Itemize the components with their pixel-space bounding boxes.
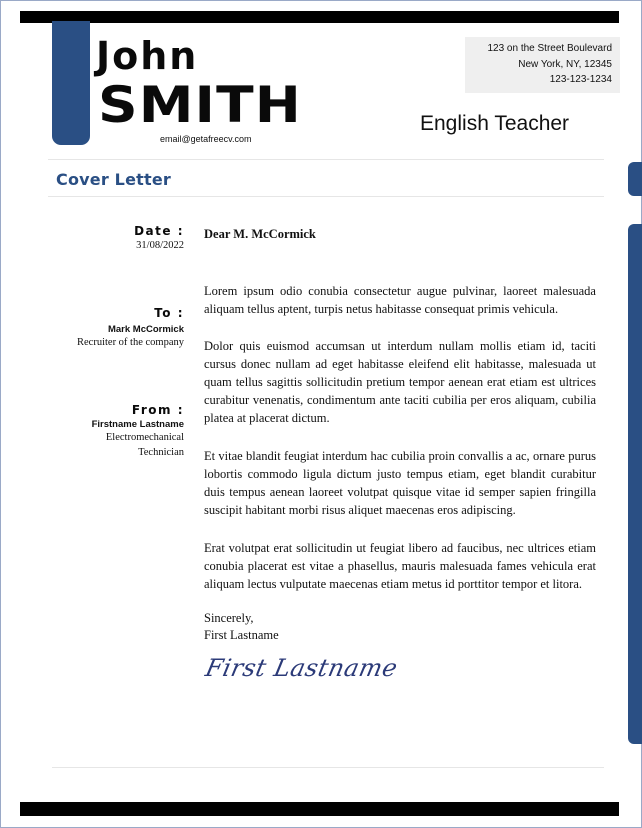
closing-name: First Lastname	[204, 628, 279, 642]
from-label: From :	[131, 403, 184, 417]
to-role: Recruiter of the company	[77, 337, 184, 348]
paragraph-1: Lorem ipsum odio conubia consectetur augue pulvinar, laoreet malesuada aliquam tellus aptent, turpis netus habitasse consequat primis vehicula.	[204, 284, 596, 316]
first-name: John	[96, 34, 199, 78]
divider	[48, 159, 604, 160]
phone: 123-123-1234	[549, 74, 612, 85]
last-name: SMITH	[98, 76, 302, 134]
paragraph-3: Et vitae blandit feugiat interdum hac cubilia proin convallis a ac, ornare purus lobortis commodo ligula dictum justo tempus etiam, eget blandit curabitur duis tempus aenean laoreet volutpat quisque vitae id semper sapien fringilla suscipit habitant morbi risus aliquet maecenas eros adipiscing.	[204, 449, 596, 517]
from-role-line1: Electromechanical	[105, 432, 184, 443]
side-accent-small	[628, 162, 642, 196]
salutation: Dear M. McCormick	[204, 227, 316, 241]
contact-box	[465, 37, 620, 93]
from-name: Firstname Lastname	[91, 419, 184, 430]
job-title: English Teacher	[420, 112, 570, 135]
address-line2: New York, NY, 12345	[518, 58, 612, 70]
closing-block	[204, 610, 279, 644]
bottom-bar	[20, 802, 619, 816]
letter-paragraph	[204, 539, 596, 593]
letter-paragraph	[204, 337, 596, 427]
date-value: 31/08/2022	[136, 240, 184, 251]
header-accent-tab	[52, 21, 90, 145]
paragraph-4: Erat volutpat erat sollicitudin ut feugiat libero ad faucibus, nec ultrices etiam conubia placerat est vitae a phasellus, mauris malesuada fames vehicula erat aliquam lectus vulputate maecenas etiam metus id porttitor tempor et litora.	[204, 541, 596, 591]
side-accent-large	[628, 224, 642, 744]
divider	[52, 767, 604, 768]
address-line1: 123 on the Street Boulevard	[487, 43, 612, 54]
from-role-line2: Technician	[138, 447, 184, 458]
date-block	[40, 224, 184, 252]
top-bar	[20, 11, 619, 23]
to-name: Mark McCormick	[107, 324, 184, 335]
to-label: To :	[154, 306, 184, 320]
date-label: Date :	[134, 224, 184, 238]
section-title: Cover Letter	[56, 170, 171, 189]
from-block	[40, 403, 184, 459]
divider	[48, 196, 604, 197]
email-link[interactable]: email@getafreecv.com	[160, 134, 252, 144]
to-block	[40, 306, 184, 349]
letter-paragraph	[204, 447, 596, 519]
letter-paragraph	[204, 282, 596, 318]
closing: Sincerely,	[204, 611, 254, 625]
paragraph-2: Dolor quis euismod accumsan ut interdum nullam mollis etiam id, taciti cursus donec nullam ad eget habitasse eleifend elit habitasse, malesuada ut quam tellus sagittis sollicitudin pretium tempor aenean erat etiam est ultrices curabitur venenatis, condimentum ante taciti cubilia per eros aliquam, cubilia platea at placerat dictum.	[204, 339, 596, 425]
signature: First Lastname	[203, 654, 401, 682]
